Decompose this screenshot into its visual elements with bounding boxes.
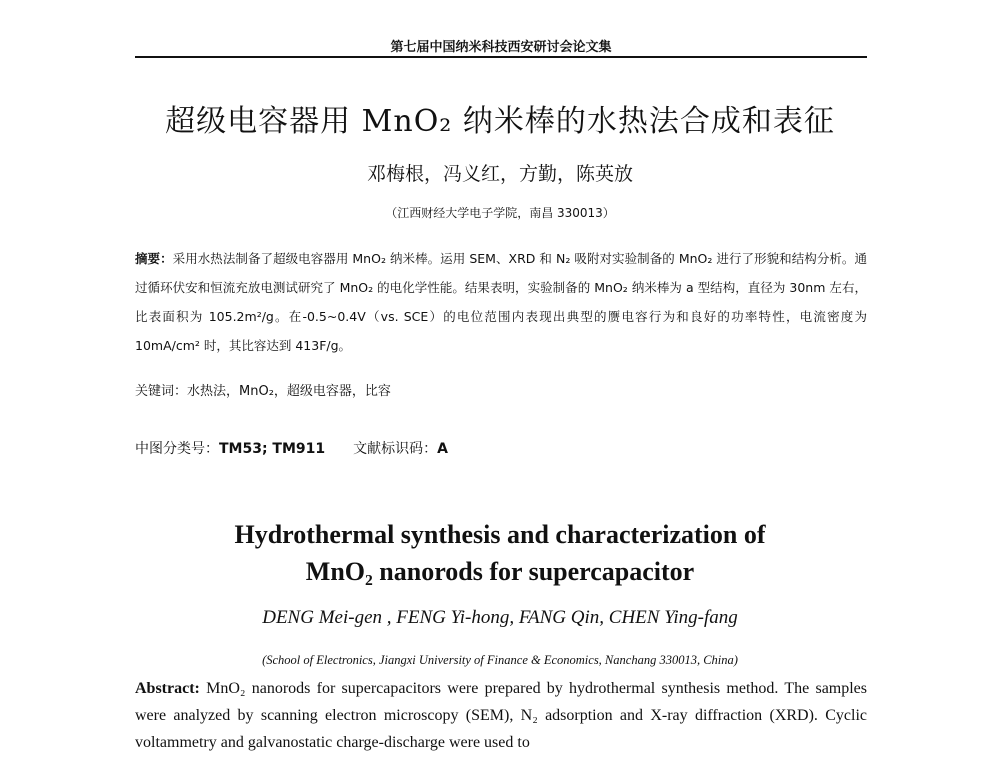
chinese-keywords-label: 关键词： bbox=[135, 384, 188, 399]
english-abstract bbox=[135, 675, 867, 756]
english-title bbox=[0, 516, 1000, 590]
running-header: 第七届中国纳米科技西安研讨会论文集 bbox=[390, 40, 612, 55]
chinese-title: 超级电容器用 MnO₂ 纳米棒的水热法合成和表征 bbox=[165, 104, 835, 139]
doc-code-label: 文献标识码： bbox=[353, 441, 438, 457]
chinese-abstract bbox=[135, 244, 867, 360]
classification-label: 中图分类号： bbox=[135, 441, 219, 457]
chinese-keywords-text: 水热法，MnO₂，超级电容器，比容 bbox=[187, 384, 391, 399]
english-title-line-2: MnO₂ nanorods for supercapacitor bbox=[305, 557, 695, 586]
chinese-keywords bbox=[135, 380, 867, 399]
chinese-affiliation: （江西财经大学电子学院，南昌 330013） bbox=[385, 206, 615, 220]
english-abstract-text: MnO₂ nanorods for supercapacitors were prepared by hydrothermal synthesis method. The samples were analyzed by scanning electron microscopy (SEM), N₂ adsorption and X-ray diffraction (XRD). Cyclic voltammetry and galvanostatic charge-discharge were used to bbox=[135, 680, 868, 751]
header-rule bbox=[135, 56, 867, 58]
english-abstract-label: Abstract: bbox=[135, 680, 200, 697]
english-affiliation: (School of Electronics, Jiangxi University of Finance & Economics, Nanchang 330013, China) bbox=[262, 653, 738, 667]
chinese-abstract-text: 采用水热法制备了超级电容器用 MnO₂ 纳米棒。运用 SEM、XRD 和 N₂ 吸附对实验制备的 MnO₂ 进行了形貌和结构分析。通过循环伏安和恒流充放电测试研究了 MnO₂ 的电化学性能。结果表明，实验制备的 MnO₂ 纳米棒为 a 型结构，直径为 30nm 左右，比表面积为 105.2m²/g。在-0.5~0.4V（vs. SCE）的电位范围内表现出典型的赝电容行为和良好的功率特性，电流密度为 10mA/cm² 时，其比容达到 413F/g。 bbox=[135, 251, 867, 353]
english-title-line-1: Hydrothermal synthesis and characterization of bbox=[234, 520, 766, 549]
chinese-abstract-label: 摘要： bbox=[135, 251, 173, 266]
english-authors: DENG Mei-gen , FENG Yi-hong, FANG Qin, CHEN Ying-fang bbox=[262, 607, 738, 628]
classification-value: TM53; TM911 bbox=[219, 441, 326, 457]
chinese-classification bbox=[135, 438, 867, 458]
chinese-authors: 邓梅根，冯义红，方勤，陈英放 bbox=[366, 163, 633, 185]
doc-code-value: A bbox=[437, 441, 448, 457]
